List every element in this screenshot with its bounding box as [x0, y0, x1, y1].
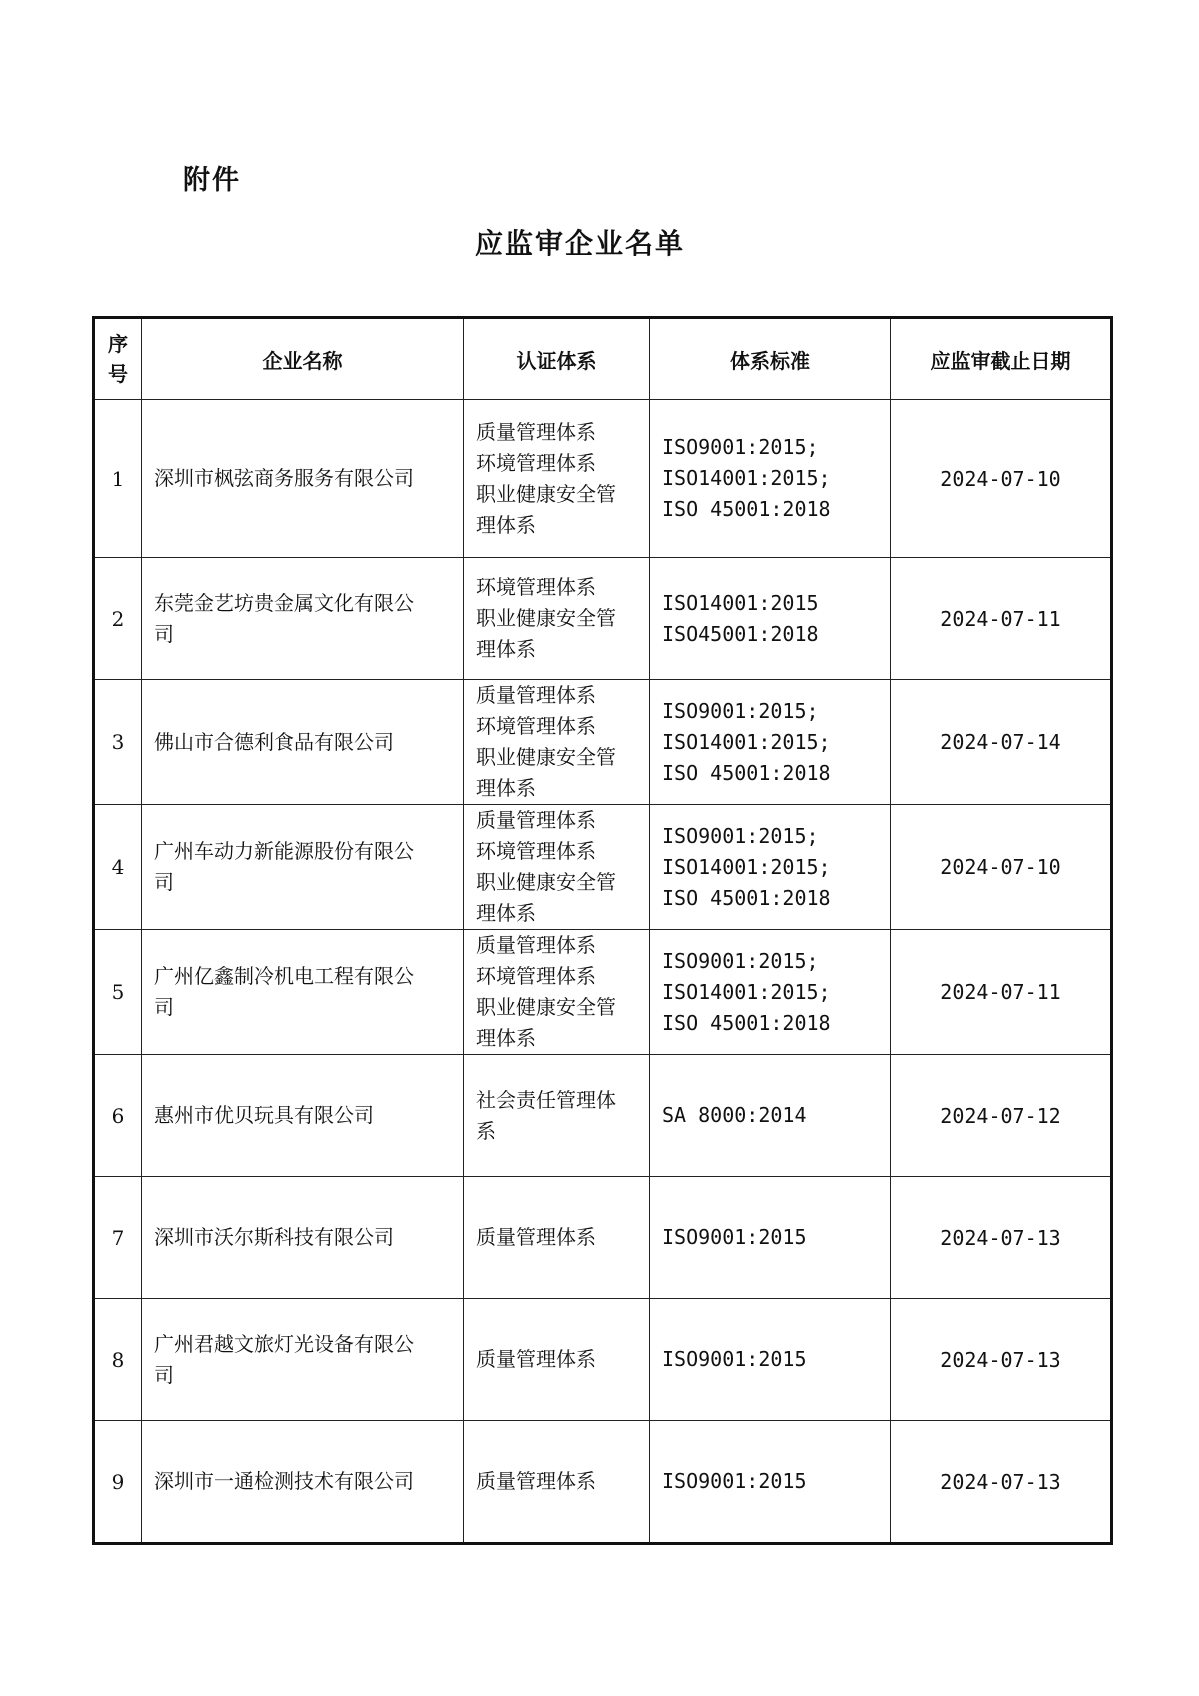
system-line: 理体系: [476, 776, 536, 800]
table-row: [94, 1055, 1112, 1177]
standard-line: ISO9001:2015: [662, 1347, 807, 1371]
company-name-line: 深圳市一通检测技术有限公司: [154, 1469, 414, 1493]
system-line: 质量管理体系: [476, 1347, 596, 1371]
system-line: 职业健康安全管: [476, 995, 616, 1019]
table-header-row: [94, 318, 1112, 400]
table-row: [94, 1177, 1112, 1299]
standard-line: ISO9001:2015;: [662, 948, 819, 973]
company-name-line: 东莞金艺坊贵金属文化有限公: [154, 590, 414, 615]
system-line: 质量管理体系: [476, 419, 596, 444]
system-line: 职业健康安全管: [476, 481, 616, 506]
cell-deadline: 2024-07-12: [891, 1055, 1112, 1177]
cell-deadline: 2024-07-13: [891, 1299, 1112, 1421]
company-name-line: 司: [154, 1362, 174, 1387]
standard-line: ISO14001:2015;: [662, 979, 831, 1004]
cell-system: [464, 930, 650, 1055]
table-row: [94, 805, 1112, 930]
header-deadline: 应监审截止日期: [891, 318, 1112, 400]
cell-deadline: 2024-07-11: [891, 558, 1112, 680]
cell-standard: [650, 1299, 891, 1421]
standard-line: SA 8000:2014: [662, 1103, 807, 1127]
system-line: 理体系: [476, 1026, 536, 1050]
standard-line: ISO 45001:2018: [662, 1010, 831, 1035]
system-line: 系: [476, 1118, 496, 1143]
system-line: 职业健康安全管: [476, 745, 616, 769]
cell-standard: [650, 400, 891, 558]
cell-company: [142, 1299, 464, 1421]
header-seq-line2: 号: [108, 362, 128, 386]
company-name-line: 司: [154, 995, 174, 1019]
system-line: 理体系: [476, 637, 536, 661]
cell-system: [464, 1055, 650, 1177]
cell-seq: 8: [94, 1299, 142, 1421]
cell-deadline: 2024-07-10: [891, 805, 1112, 930]
table-body: [94, 400, 1112, 1544]
system-line: 环境管理体系: [476, 575, 596, 599]
cell-standard: [650, 1421, 891, 1544]
standard-line: ISO14001:2015;: [662, 729, 831, 754]
table-row: [94, 1299, 1112, 1421]
cell-system: [464, 1421, 650, 1544]
cell-standard: [650, 1055, 891, 1177]
header-standard: 体系标准: [650, 318, 891, 400]
company-name-line: 司: [154, 621, 174, 646]
cell-deadline: 2024-07-14: [891, 680, 1112, 805]
cell-company: [142, 1177, 464, 1299]
table-row: [94, 930, 1112, 1055]
cell-seq: 1: [94, 400, 142, 558]
cell-company: [142, 400, 464, 558]
cell-system: [464, 400, 650, 558]
cell-deadline: 2024-07-13: [891, 1421, 1112, 1544]
system-line: 质量管理体系: [476, 1469, 596, 1493]
cell-seq: 2: [94, 558, 142, 680]
cell-system: [464, 1299, 650, 1421]
cell-company: [142, 1055, 464, 1177]
system-line: 环境管理体系: [476, 714, 596, 738]
system-line: 环境管理体系: [476, 839, 596, 863]
system-line: 社会责任管理体: [476, 1087, 616, 1112]
standard-line: ISO14001:2015;: [662, 466, 831, 490]
cell-standard: [650, 558, 891, 680]
system-line: 环境管理体系: [476, 450, 596, 475]
company-name-line: 广州君越文旅灯光设备有限公: [154, 1331, 414, 1356]
system-line: 质量管理体系: [476, 808, 596, 832]
header-system: 认证体系: [464, 318, 650, 400]
system-line: 理体系: [476, 901, 536, 925]
cell-system: [464, 680, 650, 805]
standard-line: ISO14001:2015;: [662, 854, 831, 879]
system-line: 职业健康安全管: [476, 606, 616, 630]
header-seq: [94, 318, 142, 400]
table-row: [94, 400, 1112, 558]
table-row: [94, 680, 1112, 805]
audit-company-table: [92, 316, 1113, 1545]
standard-line: ISO 45001:2018: [662, 885, 831, 910]
company-name-line: 广州车动力新能源股份有限公: [154, 839, 414, 863]
standard-line: ISO9001:2015: [662, 1225, 807, 1249]
cell-seq: 3: [94, 680, 142, 805]
system-line: 质量管理体系: [476, 683, 596, 707]
cell-standard: [650, 1177, 891, 1299]
standard-line: ISO 45001:2018: [662, 760, 831, 785]
standard-line: ISO45001:2018: [662, 621, 819, 646]
cell-seq: 9: [94, 1421, 142, 1544]
system-line: 职业健康安全管: [476, 870, 616, 894]
cell-company: [142, 1421, 464, 1544]
header-seq-line1: 序: [108, 332, 128, 356]
cell-seq: 7: [94, 1177, 142, 1299]
company-name-line: 深圳市沃尔斯科技有限公司: [154, 1225, 394, 1249]
cell-system: [464, 1177, 650, 1299]
system-line: 理体系: [476, 512, 536, 537]
cell-seq: 4: [94, 805, 142, 930]
cell-deadline: 2024-07-10: [891, 400, 1112, 558]
cell-system: [464, 805, 650, 930]
company-name-line: 惠州市优贝玩具有限公司: [154, 1103, 374, 1127]
company-name-line: 司: [154, 870, 174, 894]
system-line: 质量管理体系: [476, 1225, 596, 1249]
standard-line: ISO9001:2015: [662, 1469, 807, 1493]
cell-system: [464, 558, 650, 680]
cell-company: [142, 558, 464, 680]
header-company: 企业名称: [142, 318, 464, 400]
document-title: 应监审企业名单: [474, 227, 685, 260]
standard-line: ISO14001:2015: [662, 590, 819, 615]
cell-deadline: 2024-07-13: [891, 1177, 1112, 1299]
standard-line: ISO9001:2015;: [662, 435, 819, 459]
standard-line: ISO 45001:2018: [662, 497, 831, 521]
standard-line: ISO9001:2015;: [662, 698, 819, 723]
company-name-line: 佛山市合德利食品有限公司: [154, 729, 394, 754]
cell-standard: [650, 680, 891, 805]
cell-company: [142, 680, 464, 805]
cell-company: [142, 930, 464, 1055]
cell-standard: [650, 805, 891, 930]
company-name-line: 深圳市枫弦商务服务有限公司: [154, 466, 414, 490]
cell-company: [142, 805, 464, 930]
annex-label: 附件: [183, 165, 241, 196]
system-line: 环境管理体系: [476, 964, 596, 988]
standard-line: ISO9001:2015;: [662, 823, 819, 848]
cell-deadline: 2024-07-11: [891, 930, 1112, 1055]
table-row: [94, 558, 1112, 680]
table-row: [94, 1421, 1112, 1544]
cell-seq: 6: [94, 1055, 142, 1177]
cell-standard: [650, 930, 891, 1055]
company-name-line: 广州亿鑫制冷机电工程有限公: [154, 964, 414, 988]
cell-seq: 5: [94, 930, 142, 1055]
system-line: 质量管理体系: [476, 933, 596, 957]
